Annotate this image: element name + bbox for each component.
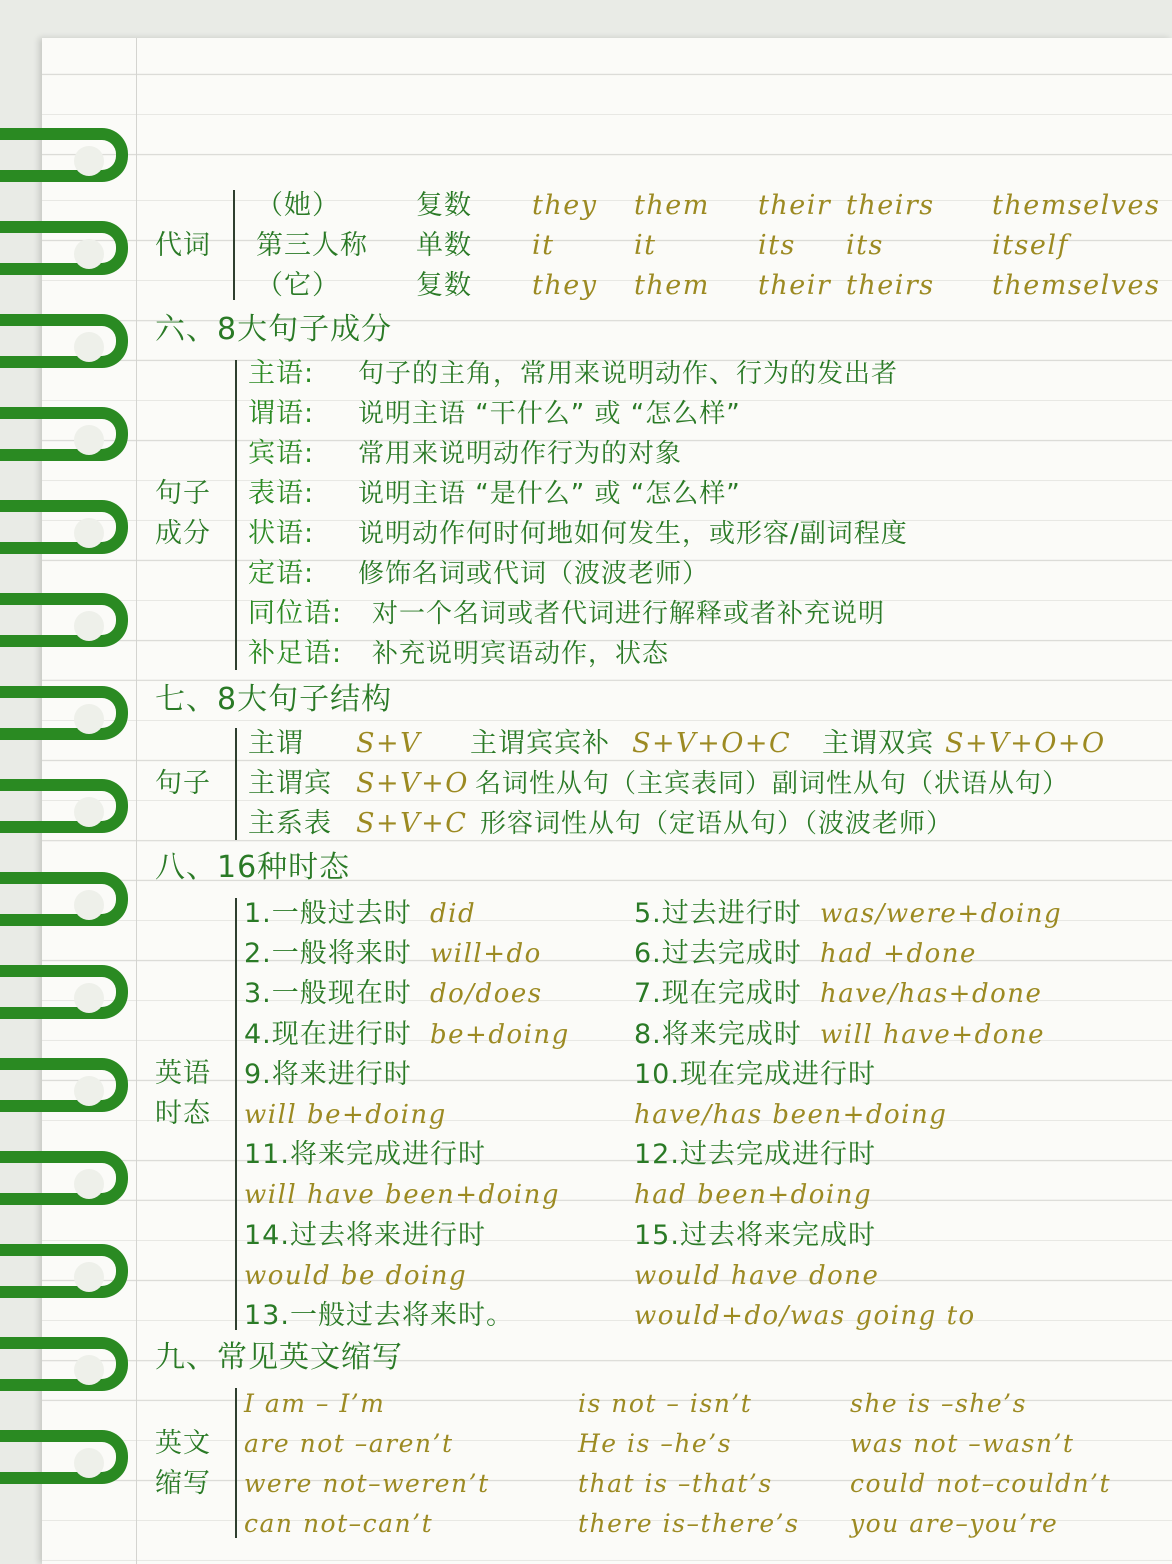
pronoun-obj: them: [634, 270, 710, 301]
tense-formula: did: [430, 899, 477, 929]
component-desc: 说明主语 “是什么” 或 “怎么样”: [358, 479, 741, 509]
tenses-heading: 八、16种时态: [155, 850, 351, 885]
pronoun-obj: them: [634, 190, 710, 221]
component-term: 定语:: [248, 558, 315, 589]
pronoun-reflexive: themselves: [992, 270, 1161, 301]
structure-1-formula: S+V: [356, 728, 422, 759]
pronoun-label: 代词: [155, 230, 211, 261]
component-term: 同位语:: [248, 598, 343, 629]
tense-formula: would be doing: [244, 1260, 468, 1291]
pronoun-reflexive: itself: [992, 230, 1069, 261]
pronoun-obj: it: [634, 230, 657, 261]
abbrev-heading: 九、常见英文缩写: [155, 1340, 403, 1375]
component-term: 补足语:: [248, 638, 343, 669]
structures-heading: 七、8大句子结构: [155, 682, 393, 717]
tenses-brace: [235, 898, 238, 1330]
structure-5-name: 主系表: [248, 808, 332, 839]
component-desc: 说明主语 “干什么” 或 “怎么样”: [358, 399, 741, 429]
component-desc: 说明动作何时何地如何发生，或形容/副词程度: [358, 519, 908, 549]
components-label-2: 成分: [155, 518, 211, 549]
tense-formula: do/does: [430, 979, 543, 1010]
tense-formula: have/has been+doing: [634, 1100, 948, 1130]
component-term: 状语:: [248, 518, 315, 549]
pronoun-person: （它）: [256, 270, 340, 301]
structure-2-formula: S+V+O+C: [632, 728, 792, 759]
abbrev-item: could not–couldn’t: [850, 1469, 1112, 1498]
structure-4-formula: S+V+O: [356, 768, 469, 799]
spiral-ring: [0, 221, 128, 275]
abbrev-item: are not –aren’t: [244, 1429, 454, 1458]
tense-formula: had +done: [820, 939, 977, 970]
pronoun-adj-poss: their: [758, 190, 832, 221]
pronoun-number: 复数: [416, 190, 472, 221]
spiral-ring: [0, 965, 128, 1019]
component-term: 主语:: [248, 358, 315, 389]
pronoun-person: （她）: [256, 190, 340, 221]
spiral-ring: [0, 1337, 128, 1391]
tense-name: 9.将来进行时: [244, 1058, 412, 1090]
component-term: 谓语:: [248, 398, 315, 429]
component-desc: 常用来说明动作行为的对象: [358, 439, 683, 469]
tense-name: 8.将来完成时: [634, 1018, 802, 1050]
spiral-ring: [0, 1058, 128, 1112]
spiral-ring: [0, 686, 128, 740]
tense-name: 3.一般现在时: [244, 978, 412, 1010]
pronoun-noun-poss: theirs: [846, 190, 935, 221]
pronoun-subj: they: [532, 270, 598, 301]
pronoun-noun-poss: its: [846, 230, 884, 261]
tense-formula: will have+done: [820, 1019, 1046, 1050]
structure-3-formula: S+V+O+O: [945, 728, 1106, 759]
component-desc: 补充说明宾语动作，状态: [372, 639, 670, 669]
abbrev-item: can not–can’t: [244, 1509, 434, 1538]
spiral-ring: [0, 779, 128, 833]
tense-formula: will have been+doing: [244, 1180, 560, 1211]
pronoun-person: 第三人称: [256, 230, 368, 261]
components-heading: 六、8大句子成分: [155, 312, 393, 347]
tense-formula: will be+doing: [244, 1100, 447, 1130]
component-desc: 对一个名词或者代词进行解释或者补充说明: [372, 599, 886, 629]
spiral-ring: [0, 1244, 128, 1298]
tense-formula: have/has+done: [820, 979, 1043, 1010]
tense-name: 7.现在完成时: [634, 978, 802, 1010]
abbrev-label-2: 缩写: [155, 1468, 211, 1499]
margin-line: [136, 38, 137, 1564]
pronoun-number: 复数: [416, 270, 472, 301]
abbrev-item: that is –that’s: [578, 1469, 773, 1498]
spiral-ring: [0, 1151, 128, 1205]
abbrev-label-1: 英文: [155, 1428, 211, 1459]
tense-formula: be+doing: [430, 1019, 570, 1050]
pronoun-subj: they: [532, 190, 598, 221]
component-desc: 句子的主角，常用来说明动作、行为的发出者: [358, 359, 899, 389]
structures-brace: [235, 728, 238, 840]
spiral-ring: [0, 500, 128, 554]
tense-name: 12.过去完成进行时: [634, 1139, 876, 1171]
abbrev-item: is not – isn’t: [578, 1389, 753, 1418]
abbrev-item: I am – I’m: [244, 1389, 386, 1418]
pronoun-adj-poss: their: [758, 270, 832, 301]
pronoun-adj-poss: its: [758, 230, 796, 261]
structures-label: 句子: [155, 768, 211, 799]
tense-formula: would+do/was going to: [634, 1301, 976, 1331]
tenses-label-2: 时态: [155, 1098, 211, 1129]
pronoun-number: 单数: [416, 230, 472, 261]
tense-name: 10.现在完成进行时: [634, 1058, 876, 1090]
spiral-ring: [0, 407, 128, 461]
tense-name: 15.过去将来完成时: [634, 1219, 876, 1251]
structure-row2-clauses: 名词性从句（主宾表同）副词性从句（状语从句）: [475, 769, 1070, 799]
tense-name: 1.一般过去时: [244, 898, 412, 929]
structure-4-name: 主谓宾: [248, 768, 332, 799]
abbrev-item: she is –she’s: [850, 1389, 1027, 1418]
abbrev-item: was not –wasn’t: [850, 1429, 1075, 1458]
spiral-ring: [0, 872, 128, 926]
pronoun-noun-poss: theirs: [846, 270, 935, 301]
structure-5-formula: S+V+C: [356, 808, 468, 839]
structure-row3-clauses: 形容词性从句（定语从句）（波波老师）: [480, 809, 954, 839]
abbrev-item: you are–you’re: [850, 1509, 1059, 1538]
components-label-1: 句子: [155, 478, 211, 509]
spiral-ring: [0, 593, 128, 647]
pronoun-brace: [233, 190, 236, 300]
abbrev-brace: [235, 1388, 238, 1538]
tense-formula: would have done: [634, 1260, 880, 1291]
tense-name: 13.一般过去将来时。: [244, 1300, 514, 1331]
components-brace: [235, 360, 238, 670]
tense-name: 11.将来完成进行时: [244, 1139, 486, 1171]
structure-1-name: 主谓: [248, 728, 304, 759]
abbrev-item: there is–there’s: [578, 1509, 800, 1538]
tense-name: 14.过去将来进行时: [244, 1219, 486, 1251]
tense-name: 6.过去完成时: [634, 938, 802, 970]
component-term: 表语:: [248, 478, 315, 509]
abbrev-item: were not–weren’t: [244, 1469, 490, 1498]
pronoun-subj: it: [532, 230, 555, 261]
component-term: 宾语:: [248, 438, 315, 469]
spiral-ring: [0, 314, 128, 368]
spiral-ring: [0, 128, 128, 182]
tense-name: 4.现在进行时: [244, 1018, 412, 1050]
component-desc: 修饰名词或代词（波波老师）: [358, 559, 710, 589]
tense-formula: was/were+doing: [820, 899, 1063, 929]
structure-3-name: 主谓双宾: [822, 728, 934, 759]
abbrev-item: He is –he’s: [578, 1429, 732, 1458]
tenses-label-1: 英语: [155, 1058, 211, 1089]
tense-name: 2.一般将来时: [244, 938, 412, 970]
spiral-ring: [0, 1430, 128, 1484]
structure-2-name: 主谓宾宾补: [470, 728, 610, 759]
tense-formula: had been+doing: [634, 1180, 873, 1211]
tense-formula: will+do: [430, 939, 542, 970]
tense-name: 5.过去进行时: [634, 898, 802, 929]
pronoun-reflexive: themselves: [992, 190, 1161, 221]
